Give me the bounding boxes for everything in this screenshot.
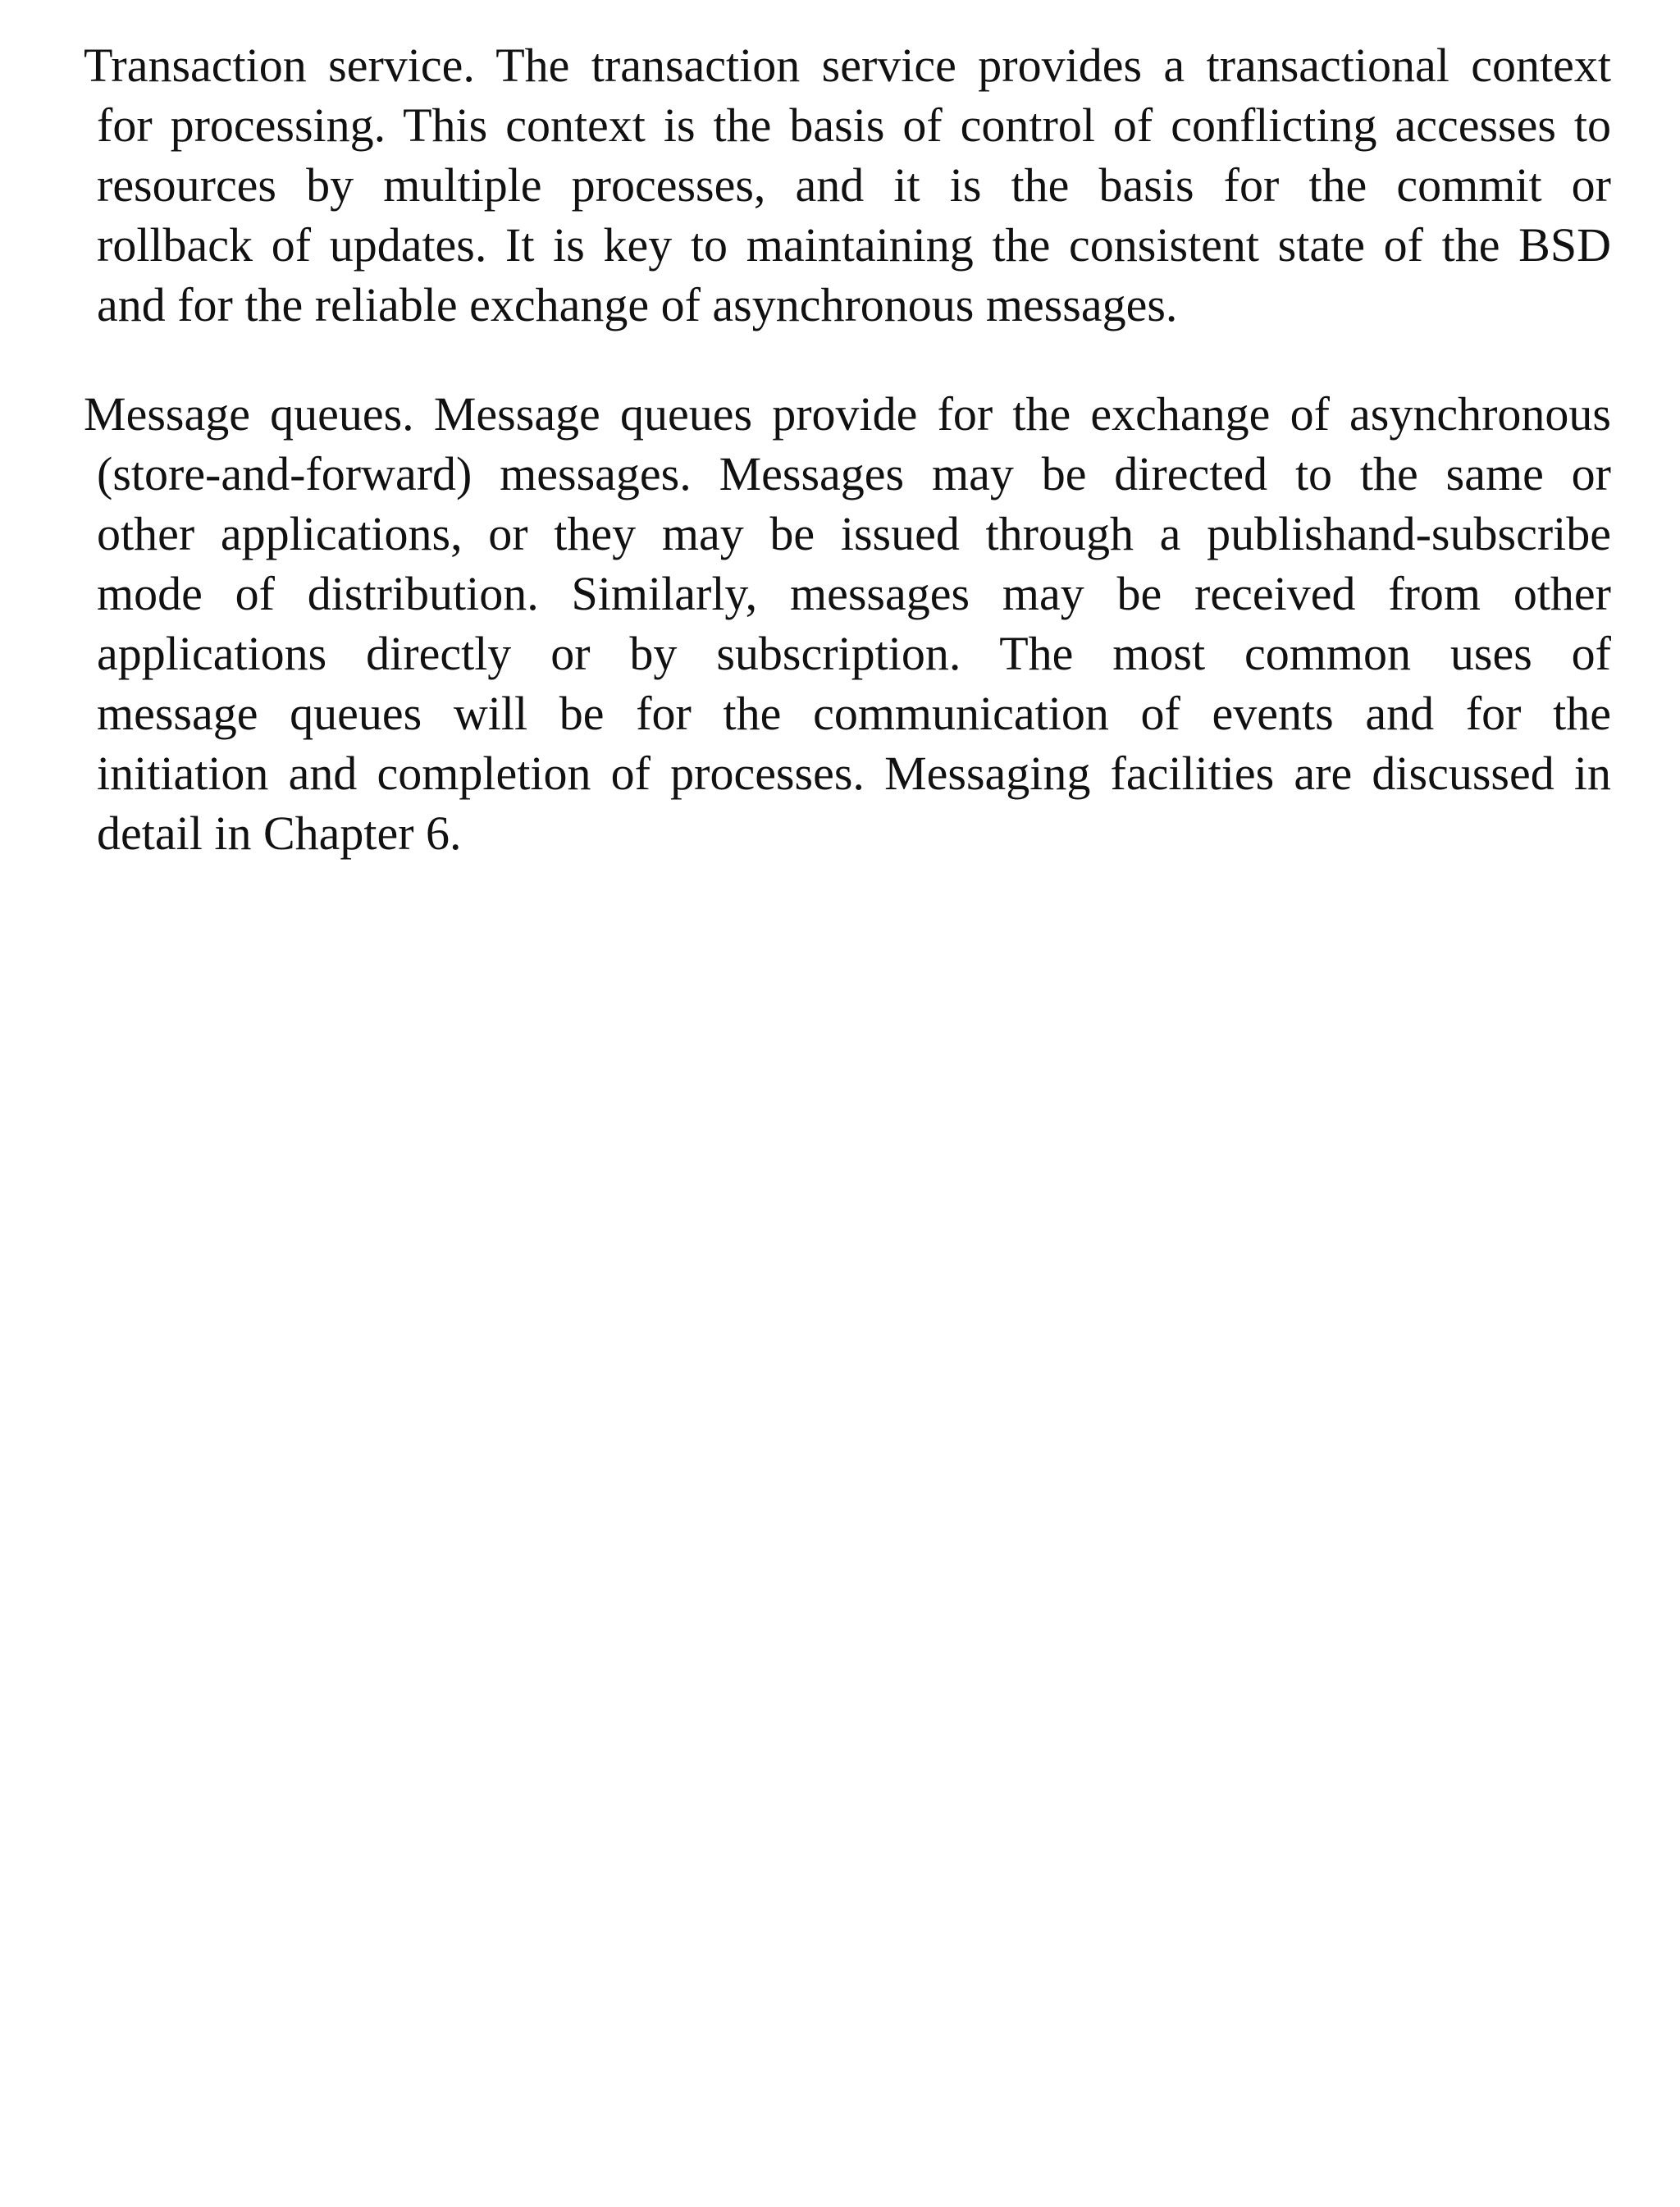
text-line: Message queues. Message queues provide for the exchange of asynchronous: [84, 387, 1611, 441]
text-line: for processing. This context is the basis of control of conflicting accesses to: [97, 98, 1611, 152]
paragraph-message-queues: [84, 384, 1611, 863]
text-line: Transaction service. The transaction service provides a transactional context: [84, 39, 1611, 92]
text-line: (store-and-forward) messages. Messages may be directed to the same or: [97, 447, 1611, 500]
paragraph-transaction-service: [84, 35, 1611, 335]
text-line: message queues will be for the communication of events and for the: [97, 687, 1611, 740]
text-line: other applications, or they may be issued through a publishand-subscribe: [97, 507, 1611, 560]
text-line: detail in Chapter 6.: [97, 806, 462, 860]
text-line: and for the reliable exchange of asynchronous messages.: [97, 278, 1178, 331]
text-line: resources by multiple processes, and it is the basis for the commit or: [97, 158, 1611, 212]
text-line: rollback of updates. It is key to maintaining the consistent state of the BSD: [97, 218, 1611, 272]
text-line: mode of distribution. Similarly, messages may be received from other: [97, 567, 1611, 620]
text-line: applications directly or by subscription. The most common uses of: [97, 627, 1611, 680]
text-line: initiation and completion of processes. Messaging facilities are discussed in: [97, 747, 1611, 800]
